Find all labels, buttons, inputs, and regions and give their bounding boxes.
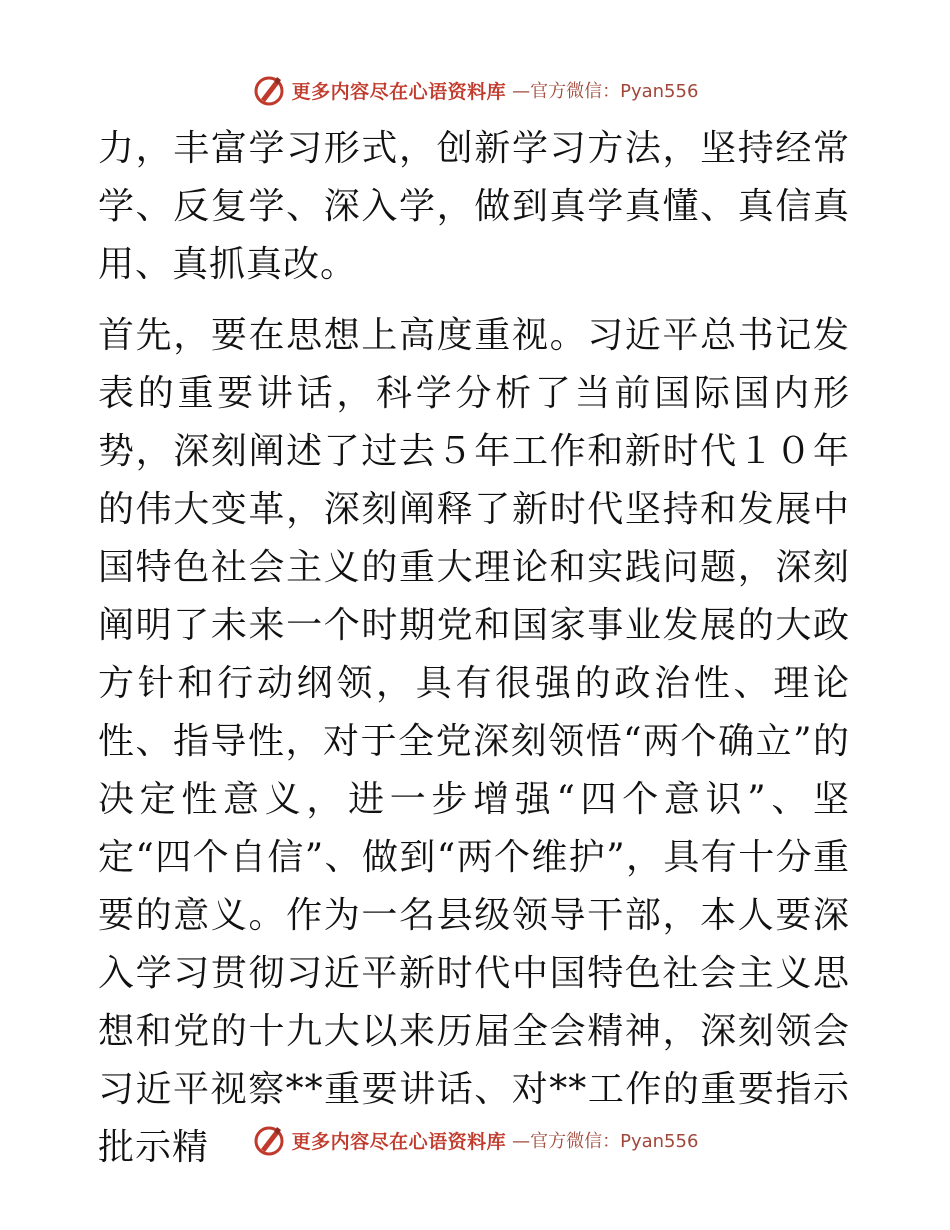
footer-brand-text: 更多内容尽在心语资料库 bbox=[291, 1130, 507, 1153]
document-body bbox=[98, 120, 850, 1177]
footer-contact-text: —官方微信：Pyan556 bbox=[512, 1131, 699, 1152]
header-brand-text: 更多内容尽在心语资料库 bbox=[291, 80, 507, 103]
body-paragraph-1: 力，丰富学习形式，创新学习方法，坚持经常学、反复学、深入学，做到真学真懂、真信真用、真抓真改。 bbox=[98, 128, 850, 285]
header-contact-text: —官方微信：Pyan556 bbox=[512, 81, 699, 102]
pen-seal-icon bbox=[252, 73, 286, 107]
pen-seal-icon bbox=[252, 1123, 286, 1157]
header-banner bbox=[0, 70, 950, 110]
footer-banner bbox=[0, 1120, 950, 1160]
body-paragraph-2: 首先，要在思想上高度重视。习近平总书记发表的重要讲话，科学分析了当前国际国内形势，深刻阐述了过去５年工作和新时代１０年的伟大变革，深刻阐释了新时代坚持和发展中国特色社会主义的重大理论和实践问题，深刻阐明了未来一个时期党和国家事业发展的大政方针和行动纲领，具有很强的政治性、理论性、指导性，对于全党深刻领悟“两个确立”的决定性意义，进一步增强“四个意识”、坚定“四个自信”、做到“两个维护”，具有十分重要的意义。作为一名县级领导干部，本人要深入学习贯彻习近平新时代中国特色社会主义思想和党的十九大以来历届全会精神，深刻领会习近平视察**重要讲话、对**工作的重要指示批示精 bbox=[98, 315, 850, 1168]
